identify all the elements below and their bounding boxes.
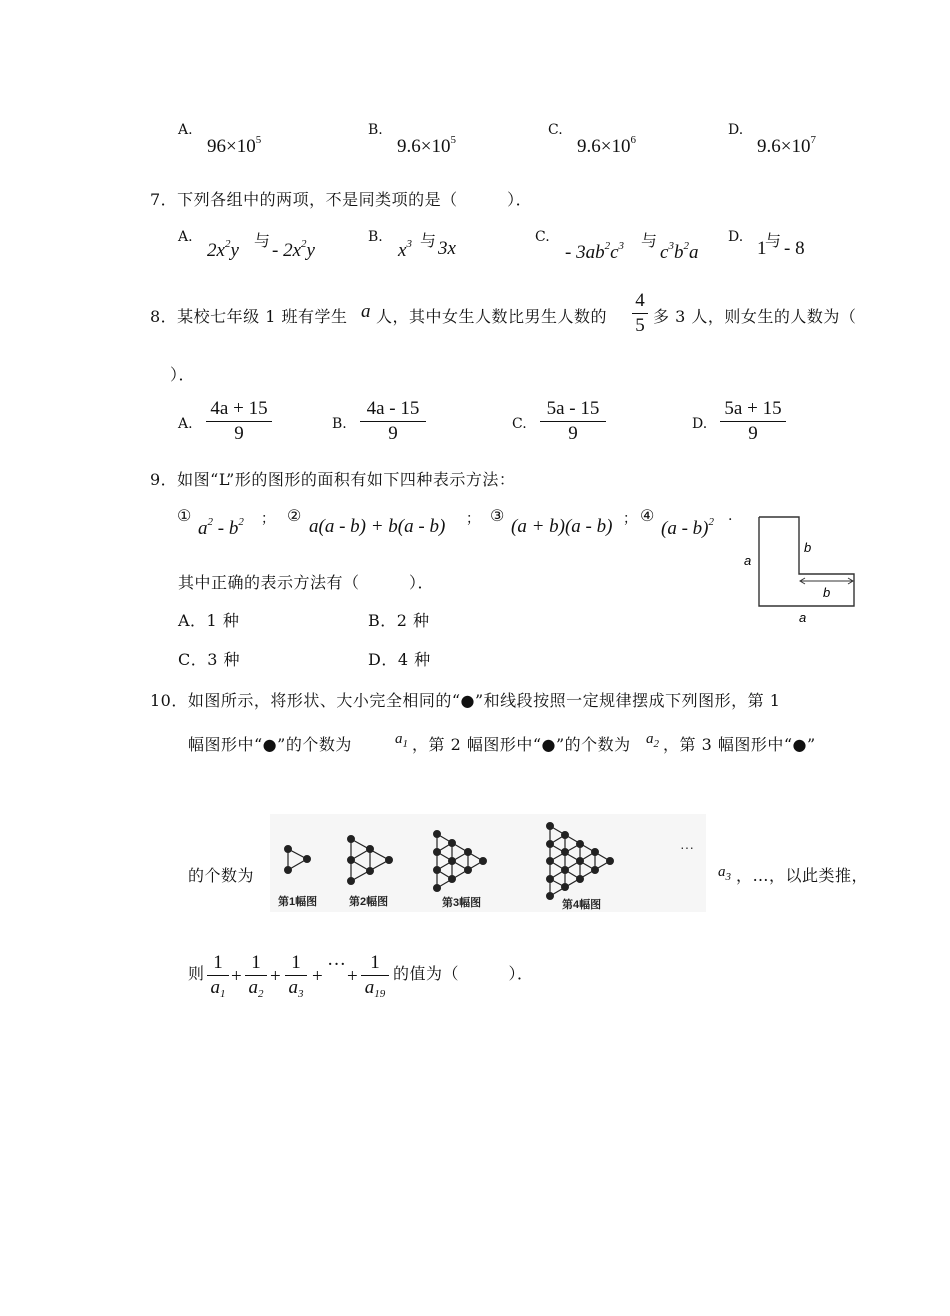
- q7-option-b-yu: 与: [420, 231, 437, 250]
- q6-option-c-label: C.: [548, 122, 563, 138]
- q8-option-c-den: 9: [568, 423, 578, 444]
- q8-option-d-num: 5a + 15: [724, 398, 782, 419]
- fig-label-b-inner: b: [823, 585, 831, 600]
- sum-term-2: [245, 952, 267, 1000]
- q8-option-d-label: D.: [692, 416, 708, 432]
- q9-option-c: C．3 种: [178, 650, 241, 669]
- q9-method-4: (a - b)$^2$: [661, 516, 714, 539]
- q6-option-b-label: B.: [368, 122, 383, 138]
- pattern-caption-3: 第3幅图: [442, 897, 482, 909]
- q8-variable-a: a: [361, 301, 371, 322]
- q8-option-b-num: 4a - 15: [366, 398, 420, 419]
- l-shape-figure: [738, 512, 862, 630]
- q8-fraction: [632, 290, 648, 337]
- q7-option-b-right: 3x: [438, 238, 456, 259]
- q9-method-2-mark: ②: [287, 506, 302, 525]
- q10-line-2-part-a: 幅图形中“●”的个数为: [188, 735, 352, 754]
- q8-option-b-fraction: [360, 398, 426, 445]
- q7-option-a-yu: 与: [254, 231, 271, 250]
- q7-option-c-label: C.: [535, 229, 550, 245]
- q7-option-d-label: D.: [728, 229, 744, 245]
- q10-line-1: 10．如图所示，将形状、大小完全相同的“●”和线段按照一定规律摆成下列图形，第 1: [150, 691, 781, 710]
- pattern-caption-2: 第2幅图: [349, 896, 389, 908]
- pattern-ellipsis: ···: [680, 839, 694, 855]
- q8-option-d-den: 9: [748, 423, 758, 444]
- q8-option-a-label: A.: [178, 416, 193, 432]
- q8-option-a-fraction: [206, 398, 272, 445]
- q8-stem-end: ）．: [170, 365, 196, 384]
- sum-plus-3: +: [312, 966, 323, 987]
- q7-option-a-left: $2x^2y$: [207, 238, 239, 261]
- q6-option-d-label: D.: [728, 122, 744, 138]
- q8-option-b-den: 9: [388, 423, 398, 444]
- fig-label-a-bottom: a: [799, 610, 807, 625]
- dot-pattern-figure: [270, 814, 706, 912]
- q6-option-c-value: $9.6\times 10^6$: [577, 134, 636, 157]
- sum-term-2-num: 1: [251, 952, 261, 973]
- sum-term-2-den: $a_2$: [248, 977, 264, 1000]
- l-shape-outline: [759, 517, 854, 606]
- q8-option-a-den: 9: [234, 423, 244, 444]
- q8-stem-part-c: 多 3 人，则女生的人数为（: [653, 307, 857, 326]
- q9-end-dot: .: [728, 508, 733, 524]
- sum-term-1-num: 1: [213, 952, 223, 973]
- sum-term-3-num: 1: [291, 952, 301, 973]
- pattern-caption-1: 第1幅图: [278, 896, 318, 908]
- q7-option-c-right: $c^3b^2a$: [660, 240, 699, 263]
- q9-sep-3: ；: [623, 511, 637, 527]
- q9-option-a: A．1 种: [178, 611, 240, 630]
- q8-option-c-fraction: [540, 398, 606, 445]
- q9-method-4-mark: ④: [640, 506, 655, 525]
- q10-line-2-part-b: ，第 2 幅图形中“●”的个数为: [412, 735, 631, 754]
- q7-option-a-right: - $2x^2y$: [272, 238, 315, 261]
- sum-term-3-den: $a_3$: [288, 977, 304, 1000]
- q6-option-a-value: $96\times 10^5$: [207, 134, 262, 157]
- q10-line-3-part-a: 的个数为: [188, 866, 255, 885]
- q8-option-d-fraction: [720, 398, 786, 445]
- q7-stem: 7．下列各组中的两项，不是同类项的是（ ）．: [150, 190, 533, 209]
- q7-option-c-yu: 与: [641, 231, 658, 250]
- q9-method-3: (a + b)(a - b): [511, 516, 613, 537]
- pattern-caption-4: 第4幅图: [562, 899, 602, 911]
- q7-option-a-label: A.: [178, 229, 193, 245]
- q8-option-c-label: C.: [512, 416, 527, 432]
- sum-plus-4: +: [347, 966, 358, 987]
- q8-fraction-denominator: 5: [635, 315, 645, 336]
- q9-question: 其中正确的表示方法有（ ）．: [178, 573, 435, 592]
- q8-stem-part-b: 人，其中女生人数比男生人数的: [376, 307, 608, 326]
- sum-plus-2: +: [270, 966, 281, 987]
- q7-option-d-right: - 8: [784, 238, 805, 259]
- q9-method-1: $a^2 - b^2$: [198, 516, 244, 539]
- sum-term-1-den: $a_1$: [210, 977, 226, 1000]
- q7-option-b-label: B.: [368, 229, 383, 245]
- q8-option-a-num: 4a + 15: [210, 398, 268, 419]
- sum-term-19-num: 1: [370, 952, 380, 973]
- q9-sep-1: ；: [261, 511, 275, 527]
- q8-option-c-num: 5a - 15: [546, 398, 600, 419]
- q7-option-d-left: 1: [757, 238, 767, 259]
- q7-option-b-left: $x^3$: [398, 238, 412, 261]
- q8-fraction-numerator: 4: [635, 290, 645, 311]
- q6-option-d-value: $9.6\times 10^7$: [757, 134, 816, 157]
- fig-label-a-left: a: [744, 553, 752, 568]
- q9-method-2: a(a - b) + b(a - b): [309, 516, 446, 537]
- q6-option-b-value: $9.6\times 10^5$: [397, 134, 456, 157]
- fig-label-b-top: b: [804, 540, 812, 555]
- q10-a2: $a_2$: [646, 731, 659, 750]
- q8-stem-part-a: 8．某校七年级 1 班有学生: [150, 307, 348, 326]
- q8-option-b-label: B.: [332, 416, 347, 432]
- q7-option-c-left: - $3ab^2c^3$: [565, 240, 625, 263]
- sum-plus-1: +: [231, 966, 242, 987]
- q9-option-b: B．2 种: [368, 611, 430, 630]
- sum-term-19-den: $a_{19}$: [364, 977, 386, 1000]
- q10-a1: $a_1$: [395, 731, 408, 750]
- q6-option-a-label: A.: [178, 122, 193, 138]
- sum-term-3: [285, 952, 307, 1000]
- sum-term-1: [207, 952, 229, 1000]
- q9-method-1-mark: ①: [177, 506, 192, 525]
- q9-method-3-mark: ③: [490, 506, 505, 525]
- q9-stem: 9．如图“L”形的图形的面积有如下四种表示方法：: [150, 470, 516, 489]
- q9-option-d: D．4 种: [368, 650, 431, 669]
- q7-option-d-yu: 与: [765, 231, 782, 250]
- sum-term-19: [361, 952, 389, 1000]
- q10-line-2-part-c: ，第 3 幅图形中“●”: [663, 735, 816, 754]
- q10-line-4-part-a: 则: [188, 964, 205, 983]
- q10-line-4-part-b: 的值为（ ）．: [393, 964, 534, 983]
- q9-sep-2: ；: [466, 511, 480, 527]
- q10-a3: $a_3$: [718, 864, 731, 883]
- q10-line-3-part-b: ，…，以此类推，: [736, 866, 869, 885]
- figure-background: [270, 814, 706, 912]
- sum-cdots: ···: [327, 954, 346, 975]
